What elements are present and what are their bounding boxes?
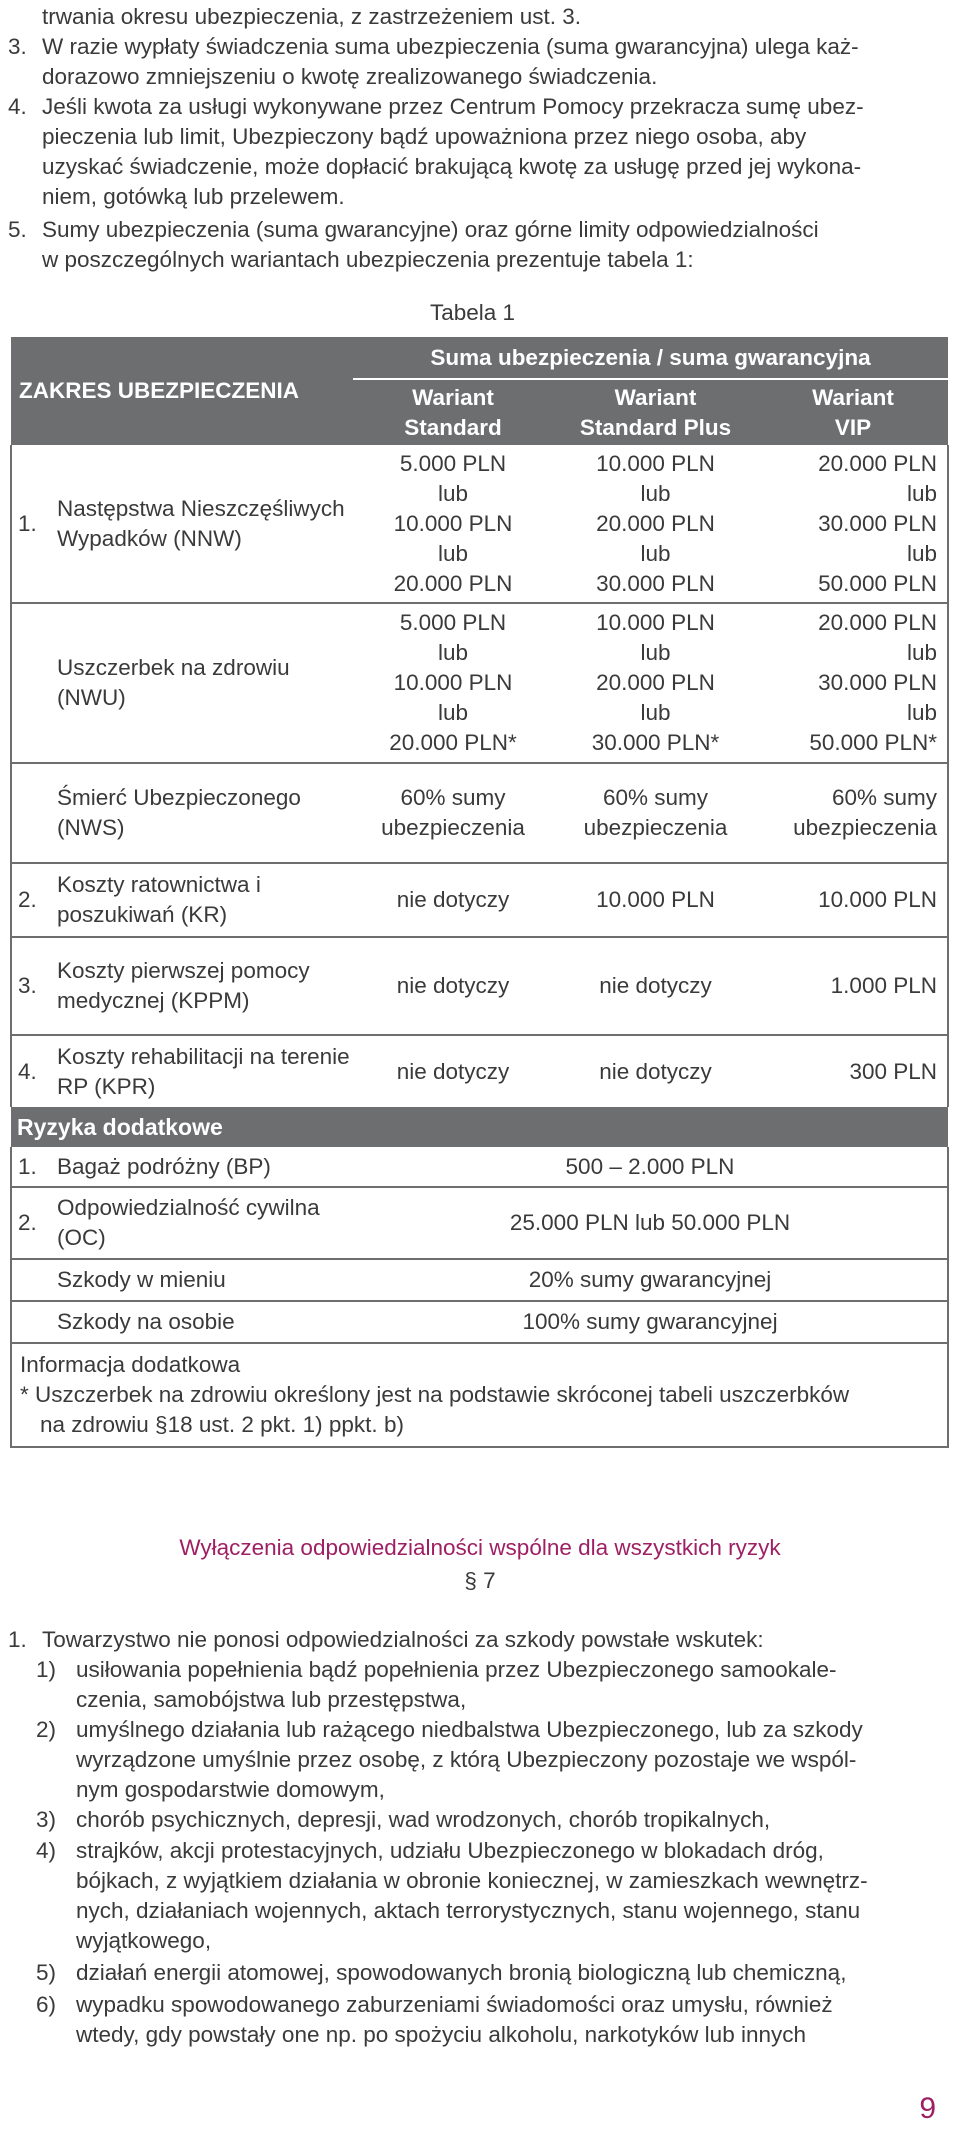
extra-value: 20% sumy gwarancyjnej	[353, 1259, 948, 1301]
scope-header: ZAKRES UBEZPIECZENIA	[11, 337, 353, 445]
paragraph-5: 5. Sumy ubezpieczenia (suma gwarancyjne) oraz górne limity odpowiedzialności w poszczególnych wariantach ubezpieczenia prezentuje tabela 1:	[8, 217, 819, 272]
value-standard: 60% sumy ubezpieczenia	[353, 763, 553, 863]
paragraph-4: 4. Jeśli kwota za usługi wykonywane przez Centrum Pomocy przekracza sumę ubez- pieczenia lub limit, Ubezpieczony bądź upoważniona przez niego osoba, aby uzyskać świadczenie, może dopłacić brakującą kwotę za usługę przed jej wykona- niem, gotówką lub przelewem.	[8, 94, 864, 209]
table-row-kppm	[11, 937, 948, 1035]
table-row-nws	[11, 763, 948, 863]
extra-risks-header: Ryzyka dodatkowe	[11, 1107, 948, 1147]
risk-name: Szkody w mieniu	[53, 1259, 353, 1301]
table-row-info	[11, 1343, 948, 1447]
table-caption: Tabela 1	[430, 300, 516, 325]
list-item: 4) strajków, akcji protestacyjnych, udziału Ubezpieczonego w blokadach dróg, bójkach, z wyjątkiem działania w obronie koniecznej, w zamieszkach wewnętrz- nych, działaniach wojennych, aktach terrorystycznych, stanu wojennego, stanu wyjątkowego,	[36, 1838, 868, 1953]
variant-standard-plus-header: Wariant Standard Plus	[553, 379, 758, 445]
value-vip: 60% sumy ubezpieczenia	[758, 763, 948, 863]
list-item: 2) umyślnego działania lub rażącego niedbalstwa Ubezpieczonego, lub za szkody wyrządzone umyślnie przez osobę, z którą Ubezpieczony pozostaje we wspól- nym gospodarstwie domowym,	[36, 1717, 863, 1802]
table-row-kpr	[11, 1035, 948, 1107]
page-number: 9	[919, 2092, 936, 2125]
risk-name: Odpowiedzialność cywilna (OC)	[53, 1187, 353, 1259]
value-standard-plus: 10.000 PLN lub 20.000 PLN lub 30.000 PLN*	[553, 603, 758, 763]
value-standard-plus: 10.000 PLN lub 20.000 PLN lub 30.000 PLN	[553, 445, 758, 603]
section-title: Wyłączenia odpowiedzialności wspólne dla wszystkich ryzyk	[179, 1535, 781, 1560]
value-standard-plus: nie dotyczy	[553, 937, 758, 1035]
list-item: 5) działań energii atomowej, spowodowanych bronią biologiczną lub chemiczną,	[36, 1960, 847, 1985]
table-row-nwu	[11, 603, 948, 763]
row-number: 3.	[11, 937, 53, 1035]
risk-name: Koszty pierwszej pomocy medycznej (KPPM)	[53, 937, 353, 1035]
table-row-mienie	[11, 1259, 948, 1301]
section-point-1: 1. Towarzystwo nie ponosi odpowiedzialności za szkody powstałe wskutek:	[8, 1627, 764, 1652]
value-standard-plus: nie dotyczy	[599, 1058, 712, 1084]
value-standard-plus: 60% sumy ubezpieczenia	[553, 763, 758, 863]
section-paragraph-number: § 7	[464, 1568, 496, 1593]
extra-value: 100% sumy gwarancyjnej	[353, 1301, 948, 1343]
variant-standard-header: Wariant Standard	[353, 379, 553, 445]
value-vip: 300 PLN	[758, 1035, 948, 1107]
table-row-oc	[11, 1187, 948, 1259]
insurance-table	[10, 337, 949, 1448]
value-standard-plus: 10.000 PLN	[553, 863, 758, 937]
value-vip: 1.000 PLN	[758, 937, 948, 1035]
variant-vip-header: Wariant VIP	[758, 379, 948, 445]
additional-info: Informacja dodatkowa * Uszczerbek na zdrowiu określony jest na podstawie skróconej tabeli uszczerbków na zdrowiu §18 ust. 2 pkt. 1) ppkt. b)	[11, 1343, 948, 1447]
risk-name: Koszty rehabilitacji na terenie RP (KPR)	[57, 1043, 350, 1099]
paragraph-3: 3. W razie wypłaty świadczenia suma ubezpieczenia (suma gwarancyjna) ulega każ- dorazowo zmniejszeniu o kwotę zrealizowanego świadczenia.	[8, 34, 859, 89]
row-number: 2.	[11, 1187, 53, 1259]
document-page: trwania okresu ubezpieczenia, z zastrzeżeniem ust. 3. 3. W razie wypłaty świadczenia suma ubezpieczenia (suma gwarancyjna) ulega każ- dorazowo zmniejszeniu o kwotę zrealizowanego świadczenia. 4. Jeśli kwota za usługi wykonywane przez Centrum Pomocy przekracza sumę ubez- pieczenia lub limit, Ubezpieczony bądź upoważniona przez niego osoba, aby uzyskać świadczenie, może dopłacić brakującą kwotę za usługę przed jej wykona- niem, gotówką lub przelewem. 5. Sumy ubezpieczenia (suma gwarancyjne) oraz górne limity odpowiedzialności w poszczególnych wariantach ubezpieczenia prezentuje tabela 1: Tabela 1 ZAKRES UBEZPIECZENIA Suma ubezpieczenia / suma gwarancyjna Wariant Standard Wariant Standard Plus Wariant VIP 1. Następstwa Nieszczęśliwych Wypadków (NNW) 5.000 PLN lub 10.000 PLN lub 20.000 PLN 10.000 PLN lub 20.000 PLN lub 30.000 PLN 20.000 PLN lub 30.000 PLN lub 50.000 PLN Uszczerbek na zdrowiu (NWU) 5.000 PLN lub 10.000 PLN lub 20.000 PLN* 10.000 PLN lub 20.000 PLN lub 30.000 PLN* 20.000 PLN lub 30.000 PLN lub 50.000 PLN* Śmierć Ubezpieczonego (NWS) 60% sumy ubezpieczenia 60% sumy ubezpieczenia 60% sumy ubezpieczenia 2. Koszty ratownictwa i poszukiwań (KR) nie dotyczy 10.000 PLN 10.000 PLN 3. Koszty pierwszej pomocy medycznej (KPPM) nie dotyczy nie dotyczy 1.000 PLN 4. Koszty rehabilitacji na terenie RP (KPR) nie dotyczy nie dotyczy 300 PLN Ryzyka dodatkowe 1. Bagaż podróżny (BP) 500 – 2.000 PLN 2. Odpowiedzialność cywilna (OC) 25.000 PLN lub 50.000 PLN Szkody w mieniu 20% sumy gwarancyjnej Szkody na osobie 100% sumy gwarancyjnej Informacja dodatkowa * Uszczerbek na zdrowiu określony jest na podstawie skróconej tabeli uszczerbków na zdrowiu §18 ust. 2 pkt. 1) ppkt. b) Wyłączenia odpowiedzialności wspólne dla wszystkich ryzyk § 7 1. Towarzystwo nie ponosi odpowiedzialności za szkody powstałe wskutek: 1) usiłowania popełnienia bądź popełnienia przez Ubezpieczonego samookale- czenia, samobójstwa lub przestępstwa, 2) umyślnego działania lub rażącego niedbalstwa Ubezpieczonego, lub za szkody wyrządzone umyślnie przez osobę, z którą Ubezpieczony pozostaje we wspól- nym gospodarstwie domowym, 3) chorób psychicznych, depresji, wad wrodzonych, chorób tropikalnych, 4) strajków, akcji protestacyjnych, udziału Ubezpieczonego w blokadach dróg, bójkach, z wyjątkiem działania w obronie koniecznej, w zamieszkach wewnętrz- nych, działaniach wojennych, aktach terrorystycznych, stanu wojennego, stanu wyjątkowego, 5) działań energii atomowej, spowodowanych bronią biologiczną lub chemiczną, 6) wypadku spowodowanego zaburzeniami świadomości oraz umysłu, również wtedy, gdy powstały one np. po spożyciu alkoholu, narkotyków lub innych 9	[0, 0, 960, 2143]
value-standard: nie dotyczy	[396, 1058, 510, 1084]
risk-name: Bagaż podróżny (BP)	[53, 1147, 353, 1187]
table-row-osobie	[11, 1301, 948, 1343]
row-number: 2.	[11, 863, 53, 937]
value-vip: 20.000 PLN lub 30.000 PLN lub 50.000 PLN*	[758, 603, 948, 763]
extra-value: 25.000 PLN lub 50.000 PLN	[353, 1187, 948, 1259]
value-vip: 10.000 PLN	[758, 863, 948, 937]
list-item: 3) chorób psychicznych, depresji, wad wrodzonych, chorób tropikalnych,	[36, 1807, 771, 1832]
extra-value: 500 – 2.000 PLN	[353, 1147, 948, 1187]
value-standard: 5.000 PLN lub 10.000 PLN lub 20.000 PLN*	[353, 603, 553, 763]
table-row-kr	[11, 863, 948, 937]
table-row-bp	[11, 1147, 948, 1187]
risk-name: Szkody na osobie	[53, 1301, 353, 1343]
row-number: 1.	[11, 445, 53, 603]
value-standard: 5.000 PLN lub 10.000 PLN lub 20.000 PLN	[353, 445, 553, 603]
list-item: 6) wypadku spowodowanego zaburzeniami świadomości oraz umysłu, również wtedy, gdy powstały one np. po spożyciu alkoholu, narkotyków lub innych	[36, 1992, 833, 2047]
sum-header: Suma ubezpieczenia / suma gwarancyjna	[353, 337, 948, 379]
table-row-nnw	[11, 445, 948, 603]
risk-name: Uszczerbek na zdrowiu (NWU)	[53, 603, 353, 763]
risk-name: Koszty ratownictwa i poszukiwań (KR)	[53, 863, 353, 937]
value-standard: nie dotyczy	[353, 863, 553, 937]
list-item: 1) usiłowania popełnienia bądź popełnienia przez Ubezpieczonego samookale- czenia, samobójstwa lub przestępstwa,	[36, 1657, 837, 1712]
value-standard: nie dotyczy	[353, 937, 553, 1035]
row-number: 1.	[11, 1147, 53, 1187]
risk-name: Następstwa Nieszczęśliwych Wypadków (NNW)	[53, 445, 353, 603]
value-vip: 20.000 PLN lub 30.000 PLN lub 50.000 PLN	[758, 445, 948, 603]
row-number: 4.	[11, 1035, 53, 1107]
risk-name: Śmierć Ubezpieczonego (NWS)	[53, 763, 353, 863]
